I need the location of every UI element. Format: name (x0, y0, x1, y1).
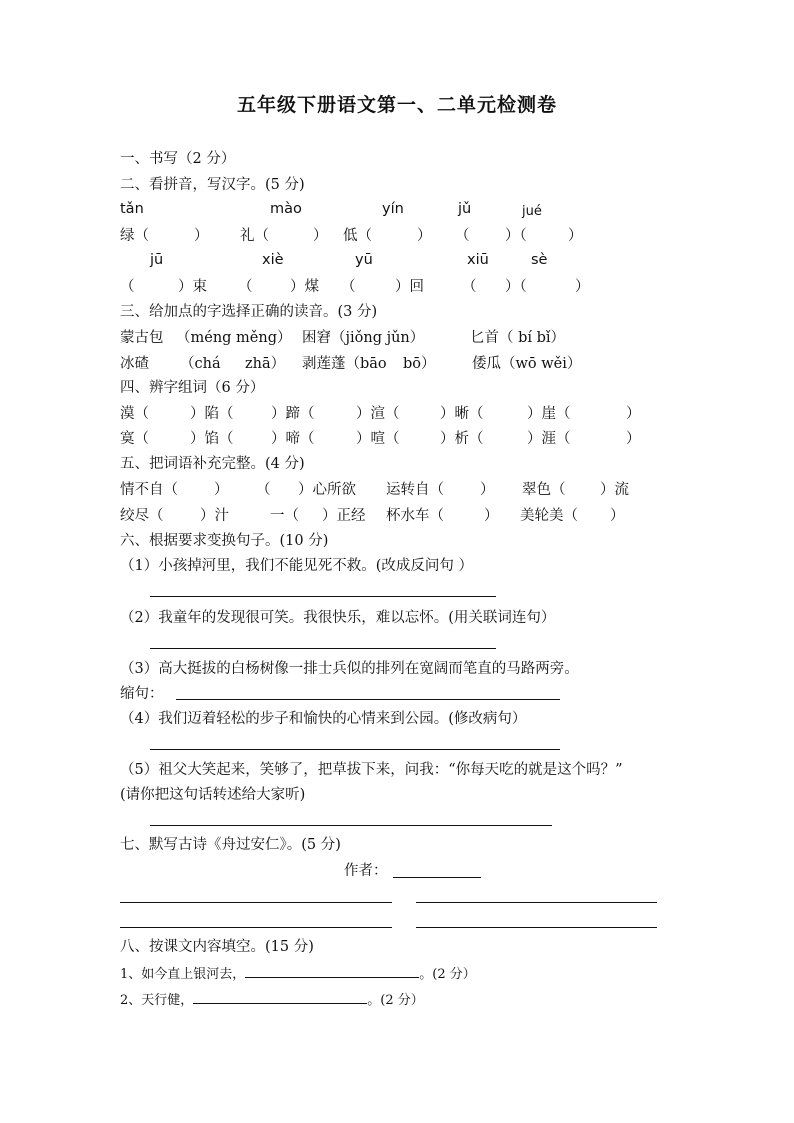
answer-line[interactable] (176, 699, 560, 700)
blank-open: 绿（ (120, 228, 149, 244)
blank-close: ） (610, 508, 625, 524)
blank-open: （ (238, 279, 253, 295)
answer-line[interactable] (150, 749, 560, 750)
answer-line[interactable] (193, 991, 367, 1004)
reading-choices: 剥莲蓬（bāo (302, 356, 387, 372)
char-blank: ）喧（ (356, 431, 400, 447)
blank-close: ）回 (395, 279, 424, 295)
blank-open: （ (455, 228, 470, 244)
blank-close: ） (214, 482, 229, 498)
idiom-part: 杯水车（ (386, 508, 444, 524)
word: 蒙古包 (120, 330, 164, 346)
answer-line[interactable] (245, 965, 419, 978)
answer-line[interactable] (150, 825, 552, 826)
pinyin: sè (531, 252, 548, 268)
pinyin: jué (522, 204, 542, 219)
idiom-part: ）流 (600, 482, 629, 498)
blank-close: ）束 (178, 279, 207, 295)
char-blank: ）渲（ (356, 406, 400, 422)
blank-close: ） (484, 508, 499, 524)
question-6-1: （1）小孩掉河里，我们不能见死不救。(改成反问句 ） (120, 558, 473, 574)
pinyin: jū (150, 252, 164, 268)
idiom-part: 一（ (270, 508, 299, 524)
question-score: 。(2 分） (367, 993, 424, 1008)
question-8-2 (120, 991, 424, 1010)
author-line[interactable] (393, 877, 481, 878)
blank-open: （ (256, 482, 271, 498)
blank-open: （ (341, 279, 356, 295)
blank-close: ） (417, 228, 432, 244)
pinyin: jǔ (458, 201, 472, 217)
reading-choices: zhā） (245, 356, 286, 372)
pinyin: tǎn (120, 201, 144, 217)
reading-choices: （méng měng） (176, 330, 292, 346)
char-blank: ）啼（ (271, 431, 315, 447)
char-blank: 漠（ (120, 406, 149, 422)
blank-open: （ (462, 279, 477, 295)
char-blank: ）晰（ (440, 406, 484, 422)
blank-close: ） (568, 228, 583, 244)
question-text: 2、天行健， (120, 993, 194, 1008)
blank-close: ）煤 (290, 279, 319, 295)
idiom-part: 绞尽（ (120, 508, 164, 524)
condense-label: 缩句： (120, 686, 164, 702)
poem-line[interactable] (120, 927, 392, 928)
blank-mid: ）（ (505, 279, 527, 295)
answer-line[interactable] (150, 596, 496, 597)
section-1-heading: 一、书写（2 分） (120, 151, 236, 167)
poem-line[interactable] (120, 902, 392, 903)
section-8-heading: 八、按课文内容填空。(15 分) (120, 939, 314, 955)
reading-choices: 倭瓜（wō wěi） (472, 356, 582, 372)
poem-line[interactable] (416, 902, 657, 903)
blank-open: （ (120, 279, 135, 295)
char-blank: 寞（ (120, 431, 149, 447)
idiom-part: ）汁 (200, 508, 229, 524)
section-2-heading: 二、看拼音，写汉字。(5 分) (120, 177, 305, 193)
question-6-5-instruction: (请你把这句话转述给大家听) (120, 787, 306, 803)
blank-close: ） (626, 431, 641, 447)
section-3-heading: 三、给加点的字选择正确的读音。(3 分) (120, 304, 378, 320)
char-blank: ）馅（ (190, 431, 234, 447)
idiom-part: 美轮美（ (520, 508, 578, 524)
char-blank: ）崖（ (527, 406, 571, 422)
reading-choices: 困窘（jiǒng jǔn） (302, 330, 425, 346)
blank-mid: ）（ (505, 228, 527, 244)
section-5-heading: 五、把词语补充完整。(4 分) (120, 456, 305, 472)
blank-close: ） (575, 279, 590, 295)
blank-close: ） (194, 228, 209, 244)
blank-close: ） (626, 406, 641, 422)
section-4-heading: 四、辨字组词（6 分） (120, 380, 265, 396)
question-text: 1、如今直上银河去， (120, 967, 246, 982)
blank-close: ） (480, 482, 495, 498)
idiom-part: 运转自（ (386, 482, 444, 498)
idiom-part: ）心所欲 (298, 482, 356, 498)
blank-open: 礼（ (240, 228, 269, 244)
char-blank: ）蹄（ (271, 406, 315, 422)
question-score: 。(2 分） (419, 967, 476, 982)
section-7-heading: 七、默写古诗《舟过安仁》。(5 分) (120, 837, 341, 853)
page-title: 五年级下册语文第一、二单元检测卷 (236, 94, 557, 116)
pinyin: mào (270, 201, 302, 217)
pinyin: xiū (467, 252, 489, 268)
idiom-part: ）正经 (322, 508, 366, 524)
pinyin: xiè (262, 252, 284, 268)
blank-open: 低（ (343, 228, 372, 244)
pinyin: yín (382, 201, 404, 217)
pinyin: yū (355, 252, 373, 268)
idiom-part: 翠色（ (522, 482, 566, 498)
reading-choices: bō） (403, 356, 436, 372)
char-blank: ）陷（ (190, 406, 234, 422)
idiom-part: 情不自（ (120, 482, 178, 498)
poem-line[interactable] (416, 927, 657, 928)
char-blank: ）涯（ (527, 431, 571, 447)
answer-line[interactable] (150, 648, 496, 649)
question-6-2: （2）我童年的发现很可笑。我很快乐，难以忘怀。(用关联词连句） (120, 610, 556, 626)
question-6-3: （3）高大挺拔的白杨树像一排士兵似的排列在宽阔而笔直的马路两旁。 (120, 661, 579, 677)
question-8-1 (120, 965, 476, 984)
section-6-heading: 六、根据要求变换句子。(10 分) (120, 533, 329, 549)
author-label: 作者： (344, 863, 388, 879)
question-6-4: （4）我们迈着轻松的步子和愉快的心情来到公园。(修改病句） (120, 711, 527, 727)
blank-close: ） (313, 228, 328, 244)
char-blank: ）析（ (440, 431, 484, 447)
question-6-5: （5）祖父大笑起来，笑够了，把草拔下来，问我：“你每天吃的就是这个吗？” (120, 762, 623, 778)
word: 冰碴 (120, 356, 149, 372)
reading-choices: （chá (180, 356, 221, 372)
reading-choices: 匕首（ bí bǐ） (470, 330, 566, 346)
